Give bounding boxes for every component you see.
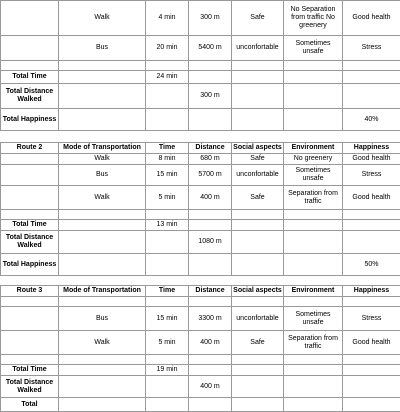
time-header: Time [146, 286, 189, 297]
total-time-value: 13 min [146, 220, 189, 231]
mode-header: Mode of Transportation [59, 143, 146, 154]
mode-cell: Bus [59, 36, 146, 61]
happiness-cell: Stress [343, 36, 400, 61]
distance-cell: 5400 m [189, 36, 232, 61]
total-happiness-value: 40% [343, 109, 400, 131]
table-row [1, 307, 400, 331]
route-header: Route 2 [1, 143, 59, 154]
happiness-header: Happiness [343, 286, 400, 297]
total-time-value: 19 min [146, 365, 189, 376]
total-happiness-row [1, 109, 400, 131]
social-cell: unconfortable [232, 165, 284, 186]
total-distance-value: 300 m [189, 84, 232, 109]
happiness-cell: Stress [343, 165, 400, 186]
table-row [1, 165, 400, 186]
environment-cell: Separation from traffic [284, 186, 343, 210]
environment-cell: Sometimes unsafe [284, 307, 343, 331]
header-row [1, 143, 400, 154]
table-row [1, 186, 400, 210]
environment-cell: Separation from traffic [284, 331, 343, 355]
time-header: Time [146, 143, 189, 154]
time-cell: 5 min [146, 186, 189, 210]
distance-header: Distance [189, 286, 232, 297]
environment-cell: No greenery [284, 154, 343, 165]
total-time-label: Total Time [1, 365, 59, 376]
happiness-cell: Stress [343, 307, 400, 331]
mode-cell: Walk [59, 331, 146, 355]
social-cell: Safe [232, 186, 284, 210]
total-distance-value: 1080 m [189, 231, 232, 254]
table-row [1, 61, 400, 71]
header-row [1, 286, 400, 297]
route2-table [0, 142, 400, 276]
total-happiness-label: Total Happiness [1, 109, 59, 131]
social-header: Social aspects [232, 143, 284, 154]
social-header: Social aspects [232, 286, 284, 297]
happiness-cell: Good health [343, 1, 400, 36]
time-cell: 8 min [146, 154, 189, 165]
distance-cell: 400 m [189, 186, 232, 210]
environment-cell: Sometimes unsafe [284, 165, 343, 186]
social-cell: unconfortable [232, 36, 284, 61]
environment-cell: No Separation from traffic No greenery [284, 1, 343, 36]
distance-cell: 300 m [189, 1, 232, 36]
mode-header: Mode of Transportation [59, 286, 146, 297]
table-row [1, 331, 400, 355]
total-distance-label: Total Distance Walked [1, 376, 59, 398]
total-distance-label: Total Distance Walked [1, 84, 59, 109]
happiness-cell: Good health [343, 331, 400, 355]
route3-table [0, 285, 400, 412]
time-cell: 5 min [146, 331, 189, 355]
environment-cell: Sometimes unsafe [284, 36, 343, 61]
total-distance-row [1, 231, 400, 254]
environment-header: Environment [284, 143, 343, 154]
total-distance-value: 400 m [189, 376, 232, 398]
mode-cell: Bus [59, 307, 146, 331]
happiness-cell: Good health [343, 186, 400, 210]
total-time-label: Total Time [1, 220, 59, 231]
mode-cell: Bus [59, 165, 146, 186]
distance-cell: 400 m [189, 331, 232, 355]
time-cell: 15 min [146, 165, 189, 186]
total-distance-label: Total Distance Walked [1, 231, 59, 254]
route-header: Route 3 [1, 286, 59, 297]
route1-table [0, 0, 400, 131]
time-cell: 20 min [146, 36, 189, 61]
total-happiness-label: Total Happiness [1, 254, 59, 276]
total-time-row [1, 71, 400, 84]
total-time-row [1, 365, 400, 376]
mode-cell: Walk [59, 154, 146, 165]
distance-cell: 5700 m [189, 165, 232, 186]
social-cell: Safe [232, 1, 284, 36]
distance-cell: 680 m [189, 154, 232, 165]
table-row [1, 154, 400, 165]
table-row [1, 210, 400, 220]
total-distance-row [1, 84, 400, 109]
happiness-header: Happiness [343, 143, 400, 154]
total-time-value: 24 min [146, 71, 189, 84]
distance-header: Distance [189, 143, 232, 154]
environment-header: Environment [284, 286, 343, 297]
happiness-cell: Good health [343, 154, 400, 165]
table-row [1, 36, 400, 61]
mode-cell: Walk [59, 186, 146, 210]
social-cell: Safe [232, 154, 284, 165]
distance-cell: 3300 m [189, 307, 232, 331]
total-happiness-row [1, 254, 400, 276]
time-cell: 15 min [146, 307, 189, 331]
table-row [1, 1, 400, 36]
total-happiness-value: 50% [343, 254, 400, 276]
table-row [1, 355, 400, 365]
total-time-row [1, 220, 400, 231]
table-row [1, 297, 400, 307]
total-time-label: Total Time [1, 71, 59, 84]
social-cell: unconfortable [232, 307, 284, 331]
social-cell: Safe [232, 331, 284, 355]
mode-cell: Walk [59, 1, 146, 36]
total-distance-row [1, 376, 400, 398]
total-happiness-label: Total [1, 398, 59, 412]
time-cell: 4 min [146, 1, 189, 36]
